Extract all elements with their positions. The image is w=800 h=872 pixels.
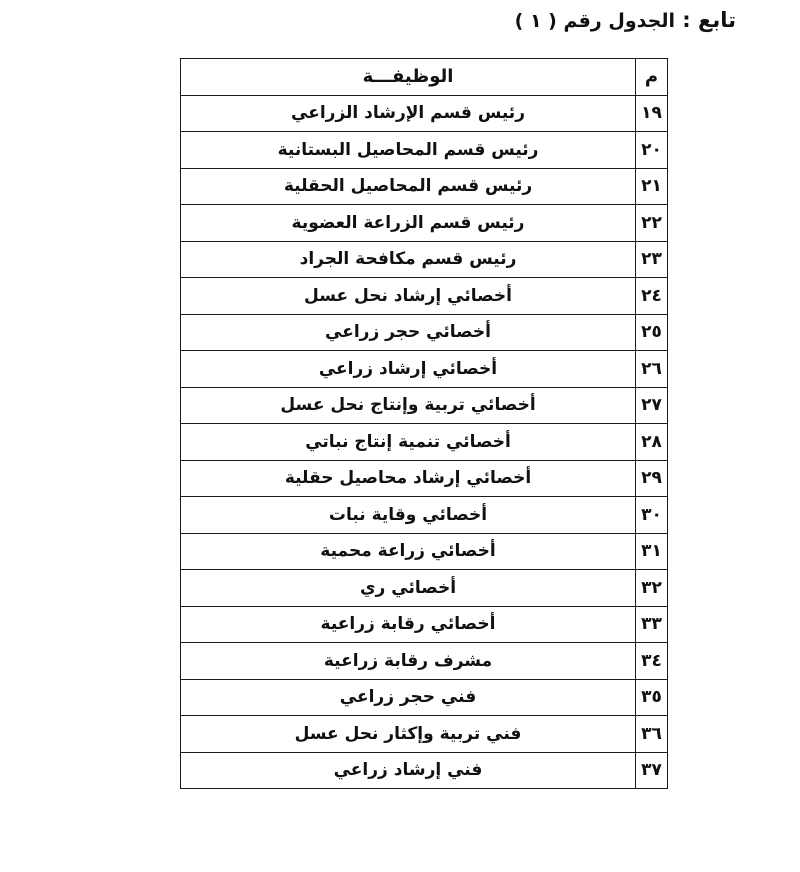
table-row bbox=[181, 314, 668, 351]
table-row bbox=[181, 606, 668, 643]
table-row bbox=[181, 533, 668, 570]
row-number: ٢٢ bbox=[636, 205, 668, 242]
row-number: ٣٧ bbox=[636, 752, 668, 789]
table-row bbox=[181, 205, 668, 242]
row-number: ١٩ bbox=[636, 95, 668, 132]
table-row bbox=[181, 460, 668, 497]
table-row bbox=[181, 132, 668, 169]
job-title: أخصائي إرشاد نحل عسل bbox=[181, 278, 636, 315]
row-number: ٢٨ bbox=[636, 424, 668, 461]
job-title: أخصائي ري bbox=[181, 570, 636, 607]
continued-label: تابع : bbox=[682, 8, 736, 32]
table-header-row bbox=[181, 59, 668, 96]
job-title: أخصائي حجر زراعي bbox=[181, 314, 636, 351]
job-title: أخصائي تنمية إنتاج نباتي bbox=[181, 424, 636, 461]
job-title: رئيس قسم الزراعة العضوية bbox=[181, 205, 636, 242]
job-title: رئيس قسم المحاصيل البستانية bbox=[181, 132, 636, 169]
header-number: م bbox=[636, 59, 668, 96]
job-title: رئيس قسم الإرشاد الزراعي bbox=[181, 95, 636, 132]
row-number: ٢٥ bbox=[636, 314, 668, 351]
table-row bbox=[181, 752, 668, 789]
job-title: أخصائي إرشاد زراعي bbox=[181, 351, 636, 388]
table-row bbox=[181, 387, 668, 424]
job-title: فني حجر زراعي bbox=[181, 679, 636, 716]
table-row bbox=[181, 241, 668, 278]
row-number: ٢٦ bbox=[636, 351, 668, 388]
row-number: ٣٢ bbox=[636, 570, 668, 607]
table-row bbox=[181, 643, 668, 680]
table-reference: الجدول رقم ( ١ ) bbox=[514, 10, 675, 32]
row-number: ٢٤ bbox=[636, 278, 668, 315]
row-number: ٣٦ bbox=[636, 716, 668, 753]
job-title: فني تربية وإكثار نحل عسل bbox=[181, 716, 636, 753]
row-number: ٣٥ bbox=[636, 679, 668, 716]
job-title: أخصائي وقاية نبات bbox=[181, 497, 636, 534]
table-row bbox=[181, 95, 668, 132]
table-row bbox=[181, 679, 668, 716]
jobs-table bbox=[180, 58, 668, 789]
job-title: أخصائي رقابة زراعية bbox=[181, 606, 636, 643]
job-title: مشرف رقابة زراعية bbox=[181, 643, 636, 680]
table-row bbox=[181, 351, 668, 388]
row-number: ٣١ bbox=[636, 533, 668, 570]
job-title: أخصائي زراعة محمية bbox=[181, 533, 636, 570]
job-title: فني إرشاد زراعي bbox=[181, 752, 636, 789]
row-number: ٣٤ bbox=[636, 643, 668, 680]
job-title: رئيس قسم مكافحة الجراد bbox=[181, 241, 636, 278]
table-row bbox=[181, 716, 668, 753]
row-number: ٣٠ bbox=[636, 497, 668, 534]
table-row bbox=[181, 570, 668, 607]
row-number: ٢٧ bbox=[636, 387, 668, 424]
table-body bbox=[181, 95, 668, 789]
row-number: ٢١ bbox=[636, 168, 668, 205]
table-row bbox=[181, 497, 668, 534]
row-number: ٣٣ bbox=[636, 606, 668, 643]
page-heading bbox=[515, 8, 736, 32]
row-number: ٢٩ bbox=[636, 460, 668, 497]
job-title: أخصائي تربية وإنتاج نحل عسل bbox=[181, 387, 636, 424]
row-number: ٢٠ bbox=[636, 132, 668, 169]
row-number: ٢٣ bbox=[636, 241, 668, 278]
table-row bbox=[181, 168, 668, 205]
header-job: الوظيفـــة bbox=[181, 59, 636, 96]
table-row bbox=[181, 424, 668, 461]
job-title: أخصائي إرشاد محاصيل حقلية bbox=[181, 460, 636, 497]
table-row bbox=[181, 278, 668, 315]
job-title: رئيس قسم المحاصيل الحقلية bbox=[181, 168, 636, 205]
